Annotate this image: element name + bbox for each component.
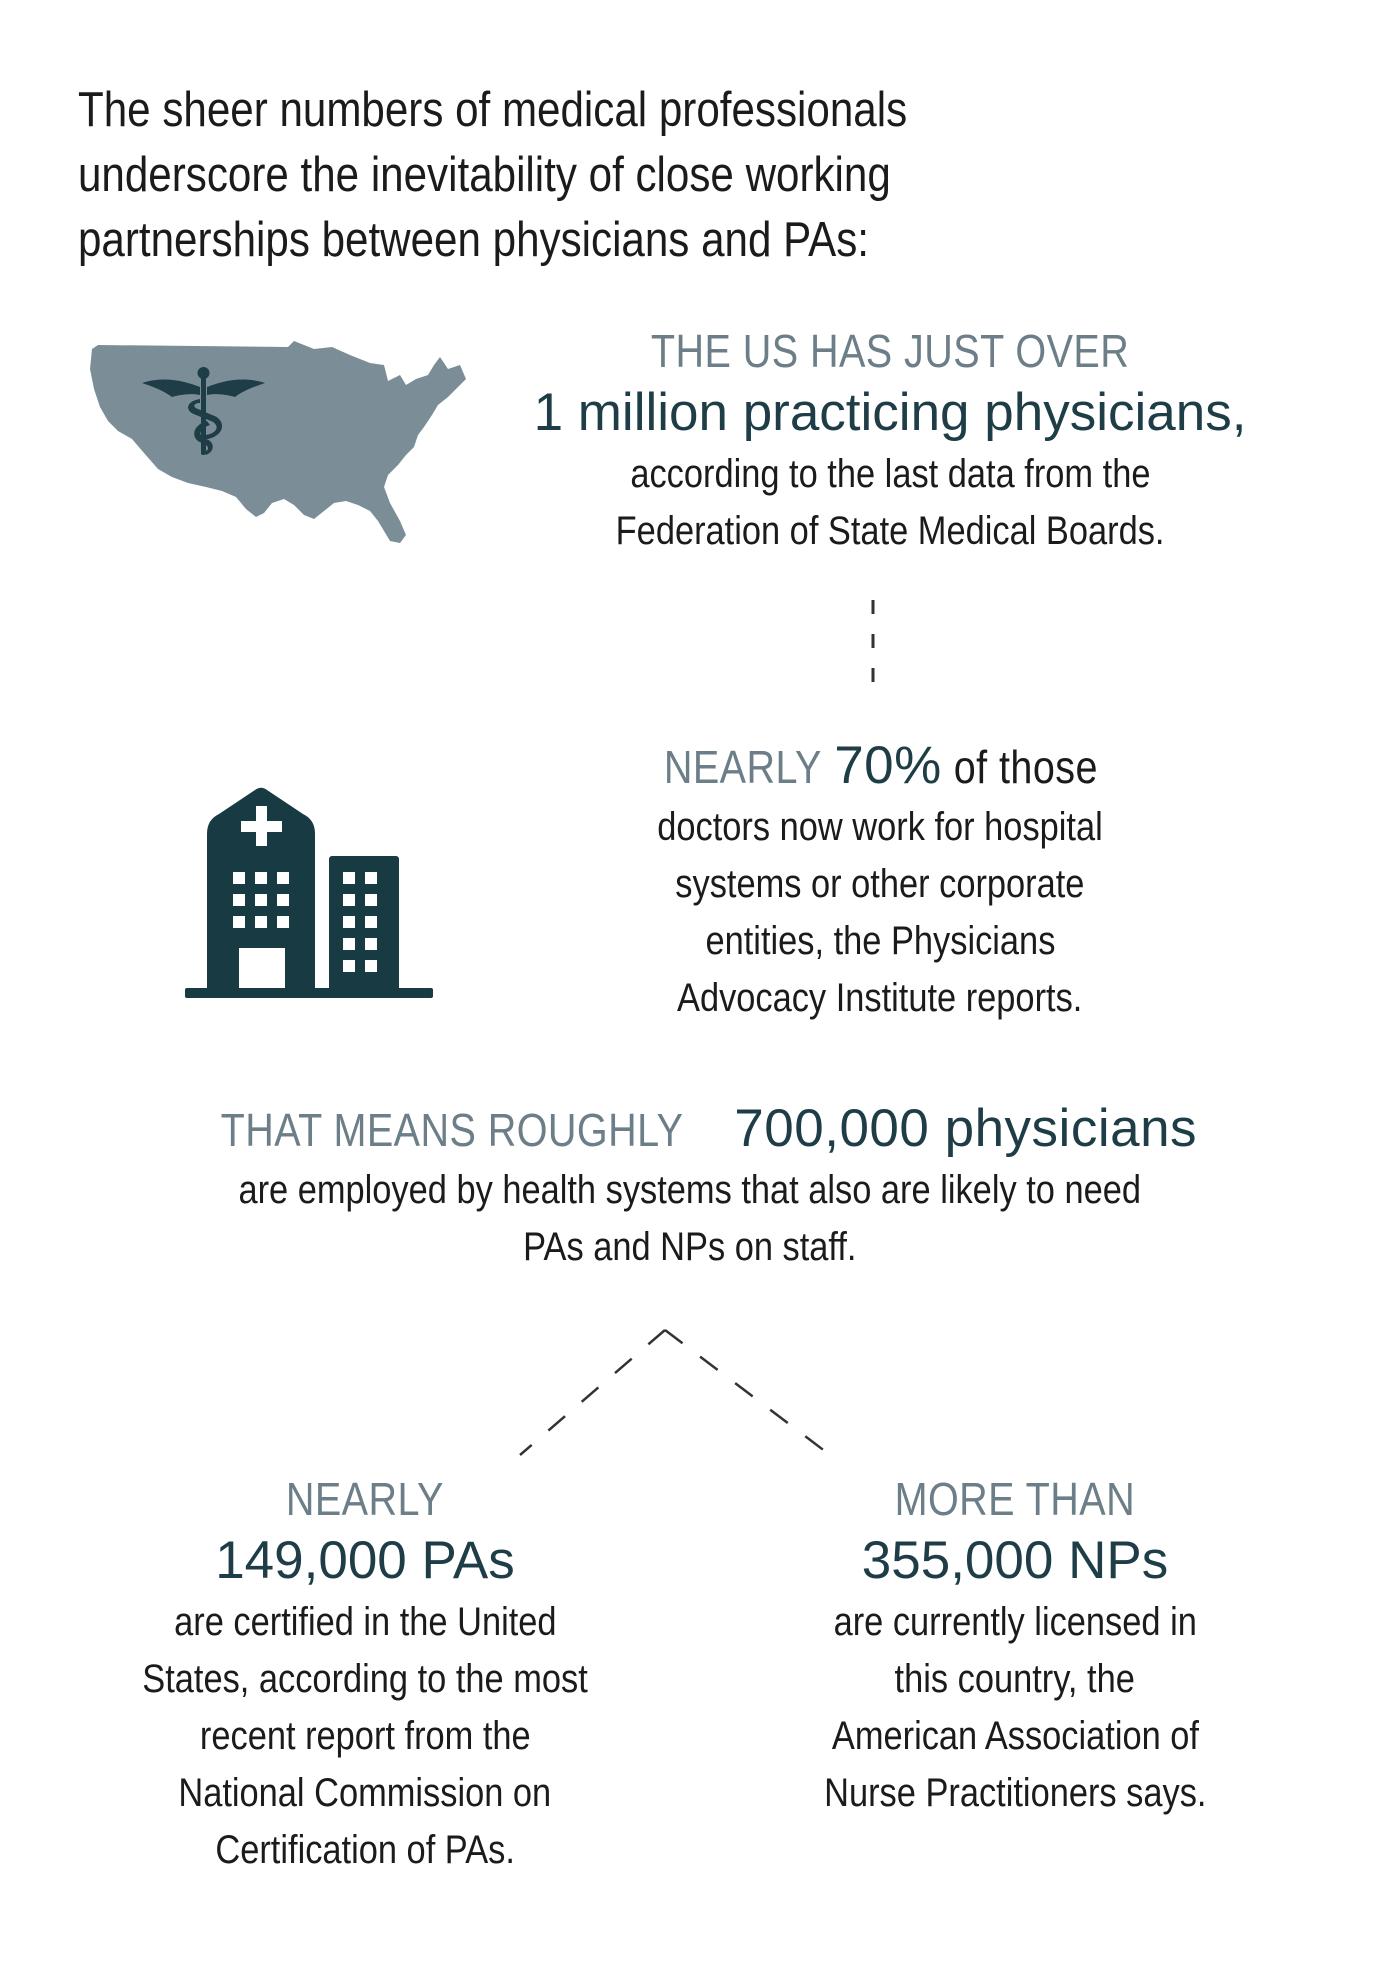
stat-headline [530, 733, 1230, 799]
stat-description: doctors now work for hospital systems or other corporate entities, the Physicians Advocacy Institute reports. [657, 805, 1103, 1020]
stat-highlight: 1 million practicing physicians, [533, 383, 1247, 442]
stat-highlight: 70% [834, 736, 942, 795]
stat-headline [60, 1096, 1320, 1162]
stat-description: are certified in the United States, according to the most recent report from the National Commission on Certification of PAs. [142, 1600, 588, 1872]
stat-physicians-count [470, 322, 1310, 560]
stat-highlight: 700,000 physicians [734, 1099, 1198, 1158]
dashed-connector-branch [515, 1320, 835, 1460]
us-map-icon [88, 335, 468, 550]
dashed-connector-vertical [868, 600, 878, 685]
stat-tail: of those [953, 741, 1098, 793]
stat-label: THE US HAS JUST OVER [650, 325, 1130, 377]
stat-roughly-employed [60, 1096, 1320, 1276]
stat-pa-count [40, 1470, 690, 1879]
intro-paragraph [78, 78, 938, 273]
intro-line: underscore the inevitability of close working [78, 148, 891, 202]
stat-label: NEARLY [286, 1473, 444, 1525]
hospital-building-icon [185, 782, 435, 1004]
stat-label: NEARLY [663, 741, 822, 793]
stat-label: THAT MEANS ROUGHLY [220, 1104, 684, 1156]
stat-highlight: 355,000 NPs [861, 1531, 1169, 1590]
stat-highlight: 149,000 PAs [215, 1531, 515, 1590]
stat-np-count [690, 1470, 1340, 1822]
stat-employed-share [530, 733, 1230, 1027]
stat-description: according to the last data from the Federation of State Medical Boards. [615, 452, 1165, 553]
stat-description: are employed by health systems that also are likely to need PAs and NPs on staff. [238, 1168, 1142, 1269]
intro-line: The sheer numbers of medical professionals [78, 83, 908, 137]
stat-label: MORE THAN [894, 1473, 1136, 1525]
intro-line: partnerships between physicians and PAs: [78, 213, 869, 267]
stat-description: are currently licensed in this country, the American Association of Nurse Practitioners says. [823, 1600, 1207, 1815]
